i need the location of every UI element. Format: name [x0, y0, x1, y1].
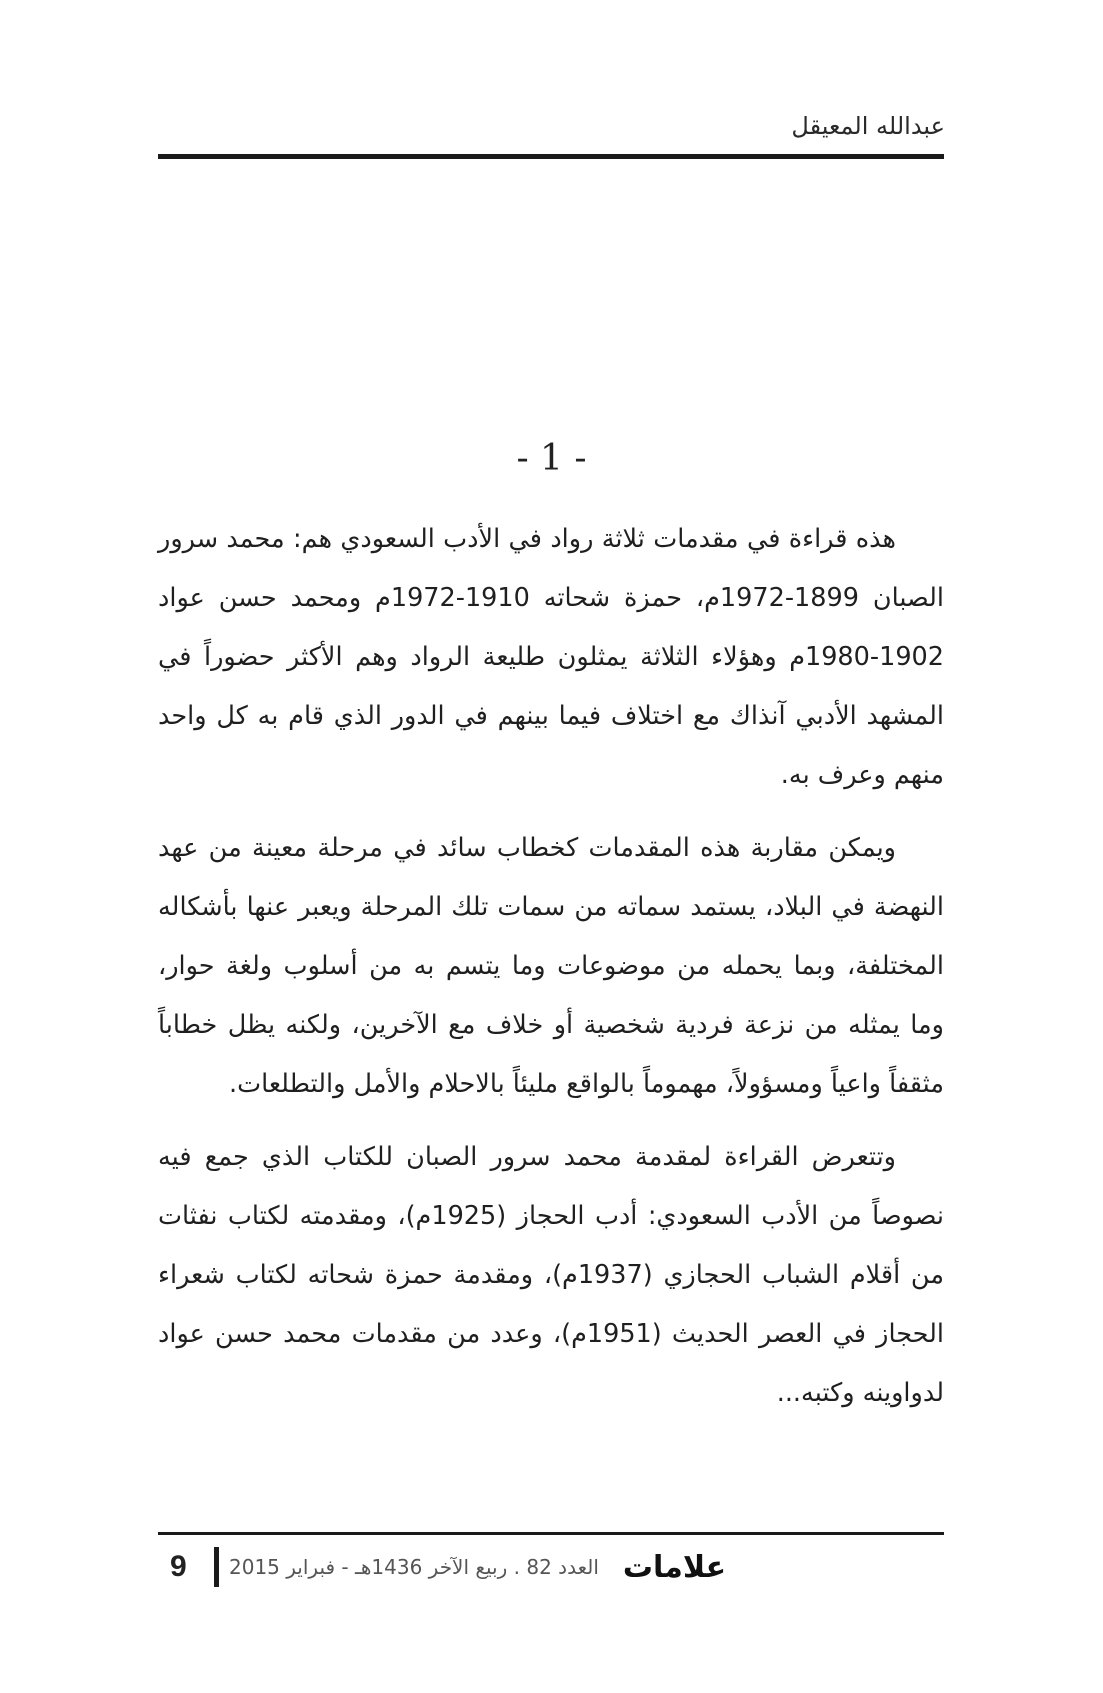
paragraph-3: وتتعرض القراءة لمقدمة محمد سرور الصبان للكتاب الذي جمع فيه نصوصاً من الأدب السعودي: أدب الحجاز (1925م)، ومقدمته لكتاب نفثات من أقلام الشباب الحجازي (1937م)، ومقدمة حمزة شحاته لكتاب شعراء الحجاز في العصر الحديث (1951م)، وعدد من مقدمات محمد حسن عواد لدواوينه وكتبه...	[158, 1142, 944, 1408]
article-body	[158, 510, 944, 1437]
journal-logo: علامات	[622, 1549, 727, 1585]
paragraph-1: هذه قراءة في مقدمات ثلاثة رواد في الأدب السعودي هم: محمد سرور الصبان 1899-1972م، حمزة شحاته 1910-1972م ومحمد حسن عواد 1902-1980م وهؤلاء الثلاثة يمثلون طليعة الرواد وهم الأكثر حضوراً في المشهد الأدبي آنذاك مع اختلاف فيما بينهم في الدور الذي قام به كل واحد منهم وعرف به.	[158, 524, 945, 790]
issue-info: العدد 82 . ربيع الآخر 1436هـ - فبراير 2015	[229, 1555, 599, 1579]
page-number: 9	[170, 1550, 187, 1583]
paragraph-2: ويمكن مقاربة هذه المقدمات كخطاب سائد في مرحلة معينة من عهد النهضة في البلاد، يستمد سماته من سمات تلك المرحلة ويعبر عنها بأشكاله المختلفة، وبما يحمله من موضوعات وما يتسم به من أسلوب ولغة حوار، وما يمثله من نزعة فردية شخصية أو خلاف مع الآخرين، ولكنه يظل خطاباً مثقفاً واعياً ومسؤولاً، مهموماً بالواقع مليئاً بالاحلام والأمل والتطلعات.	[158, 833, 944, 1099]
page-footer	[170, 1544, 790, 1590]
footer-rule	[158, 1532, 944, 1535]
footer-divider-bar	[214, 1547, 219, 1587]
section-number: - 1 -	[516, 438, 587, 479]
header-rule	[158, 154, 944, 159]
running-head-author: عبدالله المعيقل	[791, 112, 945, 140]
